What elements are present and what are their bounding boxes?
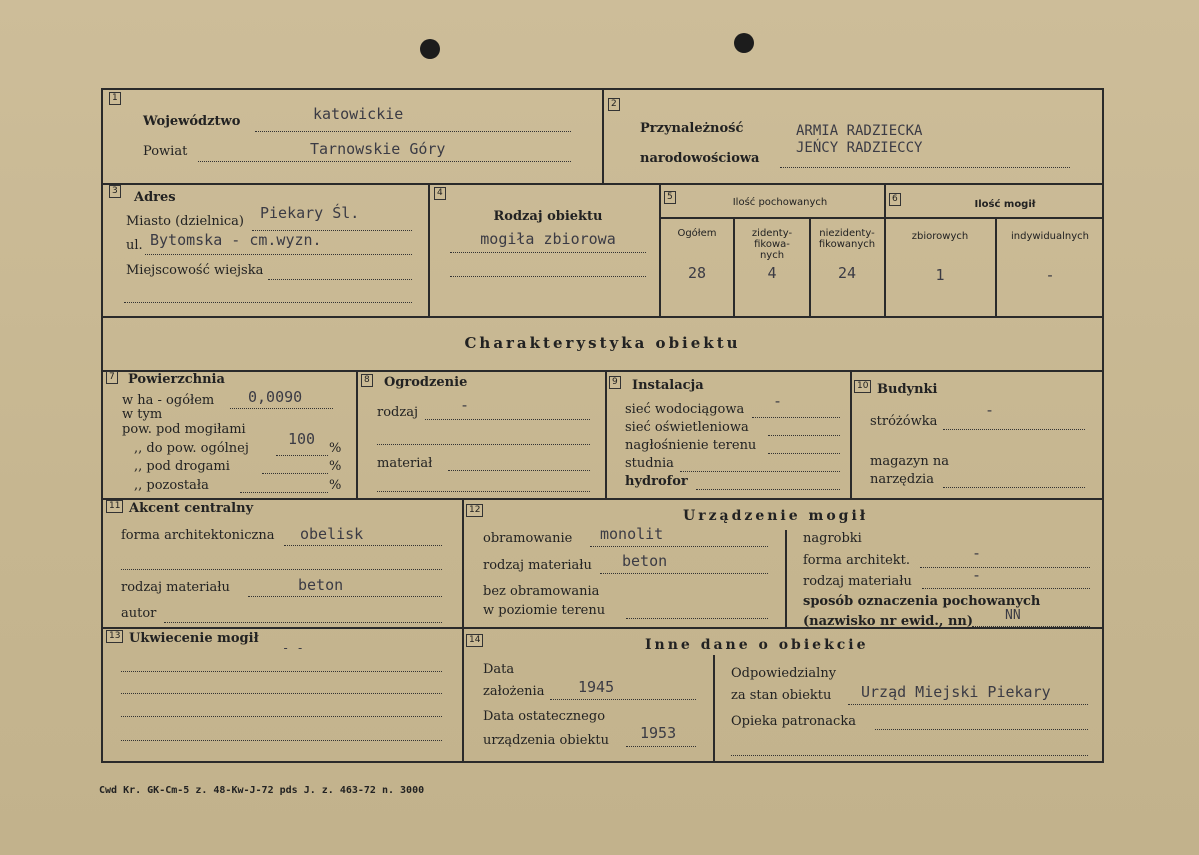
border-label: obramowanie bbox=[483, 531, 573, 546]
architectural-form-label: forma architektoniczna bbox=[121, 528, 275, 543]
border-value: monolit bbox=[600, 525, 664, 543]
county-value: Tarnowskie Góry bbox=[310, 140, 446, 158]
identified-header-1: zidenty- bbox=[751, 228, 793, 239]
unidentified-header-1: niezidenty- bbox=[819, 228, 875, 239]
address-title: Adres bbox=[134, 190, 176, 205]
architectural-form-value: obelisk bbox=[300, 525, 364, 543]
fence-material-label: materiał bbox=[377, 456, 433, 471]
section-number-1: 1 bbox=[109, 92, 121, 105]
headstone-material-value: - bbox=[972, 566, 982, 584]
guardhouse-value: - bbox=[985, 401, 995, 419]
collective-graves-header: zbiorowych bbox=[911, 231, 969, 242]
last-arrangement-label-2: urządzenia obiektu bbox=[483, 733, 609, 748]
general-area-pct-value: 100 bbox=[288, 430, 316, 448]
sound-system-label: nagłośnienie terenu bbox=[625, 438, 757, 453]
border-material-label: rodzaj materiału bbox=[483, 558, 592, 573]
punch-hole-left bbox=[420, 39, 440, 59]
section-number-4: 4 bbox=[434, 187, 446, 200]
buried-count-title: Ilość pochowanych bbox=[732, 197, 828, 208]
percent-sign-2: % bbox=[329, 459, 342, 474]
section-number-2: 2 bbox=[608, 98, 620, 111]
well-label: studnia bbox=[625, 456, 674, 471]
responsible-value: Urząd Miejski Piekary bbox=[861, 683, 1051, 701]
buried-total-header: Ogółem bbox=[677, 228, 717, 239]
buried-total-value: 28 bbox=[687, 264, 707, 282]
responsible-label-2: za stan obiektu bbox=[731, 688, 832, 703]
fence-title: Ogrodzenie bbox=[384, 375, 468, 390]
central-accent-title: Akcent centralny bbox=[129, 501, 254, 516]
nationality-label-2: narodowościowa bbox=[640, 151, 760, 166]
collective-graves-value: 1 bbox=[935, 266, 945, 284]
water-supply-label: sieć wodociągowa bbox=[625, 402, 745, 417]
voivodeship-label: Województwo bbox=[143, 114, 241, 129]
accent-material-value: beton bbox=[298, 576, 344, 594]
object-type-title: Rodzaj obiektu bbox=[493, 209, 603, 224]
individual-graves-value: - bbox=[1045, 266, 1055, 284]
identified-header-3: nych bbox=[759, 250, 785, 261]
section-number-12: 12 bbox=[466, 504, 483, 517]
grave-arrangement-title: Urządzenie mogił bbox=[683, 508, 869, 524]
installation-title: Instalacja bbox=[632, 378, 704, 393]
headstone-form-label: forma architekt. bbox=[803, 553, 910, 568]
section-number-5: 5 bbox=[664, 191, 676, 204]
fence-type-label: rodzaj bbox=[377, 405, 418, 420]
general-area-pct-label: ,, do pow. ogólnej bbox=[134, 441, 249, 456]
percent-sign-3: % bbox=[329, 478, 342, 493]
border-material-value: beton bbox=[622, 552, 668, 570]
section-number-8: 8 bbox=[361, 374, 373, 387]
graves-count-title: Ilość mogił bbox=[974, 199, 1036, 210]
form-frame bbox=[101, 88, 1104, 763]
graves-area-label: pow. pod mogiłami bbox=[122, 422, 246, 437]
remaining-area-label: ,, pozostała bbox=[134, 478, 209, 493]
no-border-label-1: bez obramowania bbox=[483, 584, 600, 599]
headstone-form-value: - bbox=[972, 544, 982, 562]
section-number-3: 3 bbox=[109, 185, 121, 198]
section-number-14: 14 bbox=[466, 634, 483, 647]
county-label: Powiat bbox=[143, 144, 188, 159]
founding-date-label-2: założenia bbox=[483, 684, 545, 699]
identified-value: 4 bbox=[767, 264, 777, 282]
street-value: Bytomska - cm.wyzn. bbox=[150, 231, 322, 249]
headstone-material-label: rodzaj materiału bbox=[803, 574, 912, 589]
object-characteristics-heading: Charakterystyka obiektu bbox=[464, 334, 741, 352]
patronage-label: Opieka patronacka bbox=[731, 714, 856, 729]
author-label: autor bbox=[121, 606, 157, 621]
percent-sign-1: % bbox=[329, 441, 342, 456]
accent-material-label: rodzaj materiału bbox=[121, 580, 230, 595]
section-number-9: 9 bbox=[609, 376, 621, 389]
responsible-label-1: Odpowiedzialny bbox=[731, 666, 837, 681]
guardhouse-label: stróżówka bbox=[870, 414, 938, 429]
burial-marking-value: NN bbox=[1005, 608, 1021, 623]
section-number-6: 6 bbox=[889, 193, 901, 206]
of-which-label: w tym bbox=[122, 407, 163, 422]
object-type-value: mogiła zbiorowa bbox=[480, 230, 616, 248]
tool-store-label-1: magazyn na bbox=[870, 454, 949, 469]
roads-area-label: ,, pod drogami bbox=[134, 459, 230, 474]
founding-date-value: 1945 bbox=[578, 678, 615, 696]
city-value: Piekary Śl. bbox=[260, 204, 360, 222]
identified-header-2: fikowa- bbox=[754, 239, 790, 250]
area-title: Powierzchnia bbox=[128, 372, 225, 387]
section-number-10: 10 bbox=[854, 380, 871, 393]
nationality-value-1: ARMIA RADZIECKA bbox=[796, 123, 923, 139]
punch-hole-right bbox=[734, 33, 754, 53]
other-data-title: Inne dane o obiekcie bbox=[645, 637, 869, 653]
nationality-label-1: Przynależność bbox=[640, 121, 744, 136]
buildings-title: Budynki bbox=[877, 382, 938, 397]
last-arrangement-label-1: Data ostatecznego bbox=[483, 709, 606, 724]
no-border-label-2: w poziomie terenu bbox=[483, 603, 606, 618]
individual-graves-header: indywidualnych bbox=[1010, 231, 1090, 242]
voivodeship-value: katowickie bbox=[313, 105, 404, 123]
unidentified-value: 24 bbox=[837, 264, 857, 282]
city-label: Miasto (dzielnica) bbox=[126, 214, 244, 229]
last-arrangement-value: 1953 bbox=[640, 724, 677, 742]
headstones-label: nagrobki bbox=[803, 531, 862, 546]
section-number-11: 11 bbox=[106, 500, 123, 513]
area-total-value: 0,0090 bbox=[248, 388, 303, 406]
village-label: Miejscowość wiejska bbox=[126, 263, 264, 278]
flowers-title: Ukwiecenie mogił bbox=[129, 631, 259, 646]
burial-marking-label: sposób oznaczenia pochowanych bbox=[803, 594, 1041, 609]
burial-marking-hint: (nazwisko nr ewid., nn) bbox=[803, 614, 974, 629]
water-supply-value: - bbox=[773, 392, 783, 410]
street-label: ul. bbox=[126, 238, 143, 253]
lighting-label: sieć oświetleniowa bbox=[625, 420, 749, 435]
flowers-value: - - bbox=[282, 641, 304, 655]
tool-store-label-2: narzędzia bbox=[870, 472, 934, 487]
section-number-13: 13 bbox=[106, 630, 123, 643]
founding-date-label-1: Data bbox=[483, 662, 515, 677]
section-number-7: 7 bbox=[106, 371, 118, 384]
fence-type-value: - bbox=[460, 396, 470, 414]
area-total-label: w ha - ogółem bbox=[122, 393, 215, 408]
hydrophore-label: hydrofor bbox=[625, 474, 688, 489]
nationality-value-2: JEŃCY RADZIECCY bbox=[796, 140, 923, 156]
print-footer: Cwd Kr. GK-Cm-5 z. 48-Kw-J-72 pds J. z. 463-72 n. 3000 bbox=[99, 785, 425, 796]
unidentified-header-2: fikowanych bbox=[818, 239, 876, 250]
